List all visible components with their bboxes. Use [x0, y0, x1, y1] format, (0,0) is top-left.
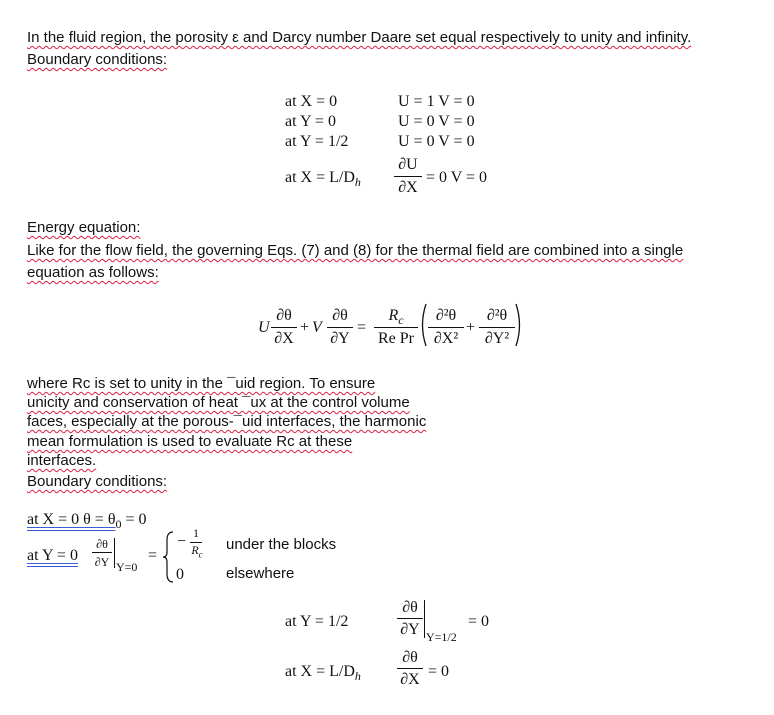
xL-bar [397, 668, 423, 669]
eq-dX-1: ∂X [274, 330, 294, 347]
flow-val-4: = 0 V = 0 [426, 169, 488, 186]
yhalf-eval-bar [424, 600, 425, 638]
eq-dY2: ∂Y² [484, 330, 510, 347]
yhalf-equals: = 0 [468, 613, 490, 630]
flow-cond-1: at X = 0 [285, 93, 338, 110]
para-line-2: unicity and conservation of heat ¯ux at the control volume [27, 394, 410, 411]
flow-val-1: U = 1 V = 0 [398, 93, 475, 110]
energy-heading: Energy equation: [27, 219, 141, 236]
yhalf-dtheta: ∂θ [402, 599, 418, 616]
flow-val-3: U = 0 V = 0 [398, 133, 475, 150]
yhalf-eval-label: Y=1/2 [426, 630, 457, 644]
xL-dtheta: ∂θ [402, 649, 418, 666]
dU-numerator: ∂U [398, 156, 418, 173]
flow-cond-2: at Y = 0 [285, 113, 336, 130]
eq-bar-1 [271, 327, 297, 328]
para-line-5: interfaces. [27, 452, 97, 469]
y0-eval-label: Y=0 [116, 560, 138, 574]
energy-line-2: equation as follows: [27, 264, 159, 281]
case1-num: 1 [193, 526, 199, 540]
eq-dX2: ∂X² [433, 330, 459, 347]
eq-bar-2 [327, 327, 353, 328]
eq-right-paren [514, 302, 524, 348]
eq-U: U [258, 319, 270, 336]
flow-cond-4: at $X = L/D_h$ [285, 169, 361, 190]
dU-fraction-bar [394, 176, 422, 177]
eq-dY-1: ∂Y [330, 330, 350, 347]
y0-eval-bar [114, 538, 115, 568]
thermal-bc-xL-label: at $X = L/D_h$ [285, 663, 361, 684]
eq-d2theta-1: ∂²θ [435, 307, 457, 324]
flow-val-2: U = 0 V = 0 [398, 113, 475, 130]
eq-RePr: Re Pr [378, 330, 414, 347]
cases-brace [163, 530, 175, 584]
case2-zero: 0 [176, 566, 184, 583]
eq-equals: = [357, 319, 367, 336]
dU-denominator: ∂X [398, 179, 418, 196]
para-line-3: faces, especially at the porous-¯uid interfaces, the harmonic [27, 413, 427, 430]
eq-dtheta-1: ∂θ [276, 307, 292, 324]
eq-plus-1: + [300, 319, 310, 336]
case1-den: $R_c$ [191, 543, 203, 560]
flow-cond-3: at Y = 1/2 [285, 133, 349, 150]
yhalf-bar [397, 618, 423, 619]
thermal-bc-y0-label: at Y = 0 [27, 547, 78, 564]
xL-dX: ∂X [400, 671, 420, 688]
para-line-4: mean formulation is used to evaluate Rc at these [27, 433, 353, 450]
energy-line-1: Like for the flow field, the governing Eqs. (7) and (8) for the thermal field are combined into a single [27, 242, 684, 259]
elsewhere-text: elsewhere [226, 565, 295, 582]
eq-d2theta-2: ∂²θ [486, 307, 508, 324]
eq-bar-4 [428, 327, 464, 328]
intro-line: In the fluid region, the porosity ε and Darcy number Daare set equal respectively to unity and infinity. [27, 29, 692, 46]
bc-heading-2: Boundary conditions: [27, 473, 168, 490]
eq-Rc: $R_c$ [388, 307, 404, 328]
eq-plus-2: + [466, 319, 476, 336]
eq-bar-3 [374, 327, 418, 328]
para-line-1: where Rc is set to unity in the ¯uid region. To ensure [27, 375, 376, 392]
yhalf-dY: ∂Y [400, 621, 420, 638]
under-blocks-text: under the blocks [226, 536, 337, 553]
eq-dtheta-2: ∂θ [332, 307, 348, 324]
y0-dtheta: ∂θ [96, 537, 108, 551]
eq-V: V [312, 319, 322, 336]
y0-equals: = [148, 547, 158, 564]
y0-dY: ∂Y [94, 555, 110, 569]
xL-equals: = 0 [428, 663, 450, 680]
case1-minus: − [177, 533, 187, 550]
thermal-bc-yhalf-label: at Y = 1/2 [285, 613, 349, 630]
thermal-bc-x0: at X = 0 $\theta = \theta_0 = 0$ [27, 511, 147, 532]
bc-heading-1: Boundary conditions: [27, 51, 168, 68]
eq-bar-5 [479, 327, 515, 328]
